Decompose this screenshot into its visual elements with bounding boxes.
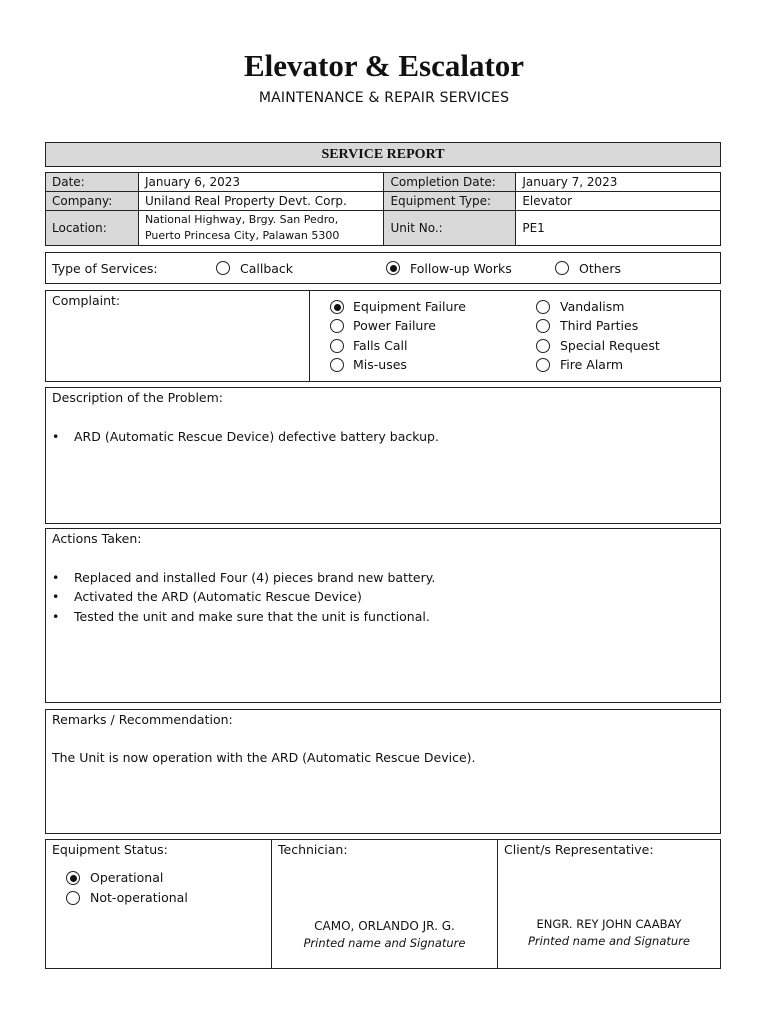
follow-up-works-label: Follow-up Works <box>410 261 512 276</box>
description-section <box>45 387 721 524</box>
power-failure-radio[interactable] <box>330 319 344 333</box>
completion-date-value: January 7, 2023 <box>516 173 721 192</box>
client-representative-label: Client/s Representative: <box>504 842 654 857</box>
company-label: Company: <box>46 192 139 211</box>
equipment-type-label: Equipment Type: <box>384 192 516 211</box>
description-label: Description of the Problem: <box>52 390 223 405</box>
date-label: Date: <box>46 173 139 192</box>
equipment-type-value: Elevator <box>516 192 721 211</box>
unit-number-value: PE1 <box>516 211 721 246</box>
follow-up-works-radio[interactable] <box>386 261 400 275</box>
client-signature-caption: Printed name and Signature <box>528 934 690 948</box>
special-request-radio[interactable] <box>536 339 550 353</box>
technician-label: Technician: <box>278 842 348 857</box>
type-of-services-row <box>45 252 721 284</box>
type-of-services-label: Type of Services: <box>52 261 158 276</box>
service-report-heading: SERVICE REPORT <box>45 142 721 167</box>
location-line-2: Puerto Princesa City, Palawan 5300 <box>144 229 340 242</box>
vandalism-radio[interactable] <box>536 300 550 314</box>
complaint-divider <box>309 291 310 381</box>
technician-name: CAMO, ORLANDO JR. G. <box>314 919 455 933</box>
client-divider <box>497 840 498 968</box>
complaint-section <box>45 290 721 382</box>
bullet-icon: • <box>52 570 60 585</box>
bullet-icon: • <box>52 429 60 444</box>
operational-radio[interactable] <box>66 871 80 885</box>
description-item: ARD (Automatic Rescue Device) defective battery backup. <box>74 429 439 444</box>
vandalism-label: Vandalism <box>560 299 625 314</box>
date-value: January 6, 2023 <box>138 173 384 192</box>
actions-label: Actions Taken: <box>52 531 142 546</box>
action-item: Activated the ARD (Automatic Rescue Device) <box>74 589 362 604</box>
others-label: Others <box>579 261 622 276</box>
signatures-section <box>45 839 721 969</box>
actions-section <box>45 528 721 703</box>
callback-label: Callback <box>240 261 294 276</box>
table-row <box>46 192 721 211</box>
mis-uses-radio[interactable] <box>330 358 344 372</box>
client-representative-name: ENGR. REY JOHN CAABAY <box>536 917 682 931</box>
action-item: Replaced and installed Four (4) pieces brand new battery. <box>74 570 436 585</box>
not-operational-label: Not-operational <box>90 890 188 905</box>
bullet-icon: • <box>52 589 60 604</box>
report-info-table <box>45 172 721 246</box>
remarks-section <box>45 709 721 834</box>
falls-call-radio[interactable] <box>330 339 344 353</box>
falls-call-label: Falls Call <box>353 338 408 353</box>
complaint-label: Complaint: <box>52 293 121 308</box>
equipment-status-label: Equipment Status: <box>52 842 168 857</box>
remarks-label: Remarks / Recommendation: <box>52 712 233 727</box>
technician-signature-caption: Printed name and Signature <box>303 936 466 950</box>
special-request-label: Special Request <box>560 338 660 353</box>
others-radio[interactable] <box>555 261 569 275</box>
bullet-icon: • <box>52 609 60 624</box>
third-parties-radio[interactable] <box>536 319 550 333</box>
power-failure-label: Power Failure <box>353 318 436 333</box>
location-value <box>138 211 384 246</box>
equipment-failure-label: Equipment Failure <box>353 299 466 314</box>
location-label: Location: <box>46 211 139 246</box>
not-operational-radio[interactable] <box>66 891 80 905</box>
fire-alarm-label: Fire Alarm <box>560 357 624 372</box>
mis-uses-label: Mis-uses <box>353 357 407 372</box>
completion-date-label: Completion Date: <box>384 173 516 192</box>
remarks-text: The Unit is now operation with the ARD (Automatic Rescue Device). <box>52 750 476 765</box>
action-item: Tested the unit and make sure that the unit is functional. <box>74 609 430 624</box>
unit-number-label: Unit No.: <box>384 211 516 246</box>
equipment-failure-radio[interactable] <box>330 300 344 314</box>
table-row <box>46 211 721 246</box>
fire-alarm-radio[interactable] <box>536 358 550 372</box>
table-row <box>46 173 721 192</box>
operational-label: Operational <box>90 870 164 885</box>
document-title: Elevator & Escalator <box>243 48 525 83</box>
document-subtitle: MAINTENANCE & REPAIR SERVICES <box>258 90 510 106</box>
callback-radio[interactable] <box>216 261 230 275</box>
location-line-1: National Highway, Brgy. San Pedro, <box>144 213 339 226</box>
third-parties-label: Third Parties <box>560 318 639 333</box>
company-value: Uniland Real Property Devt. Corp. <box>138 192 384 211</box>
